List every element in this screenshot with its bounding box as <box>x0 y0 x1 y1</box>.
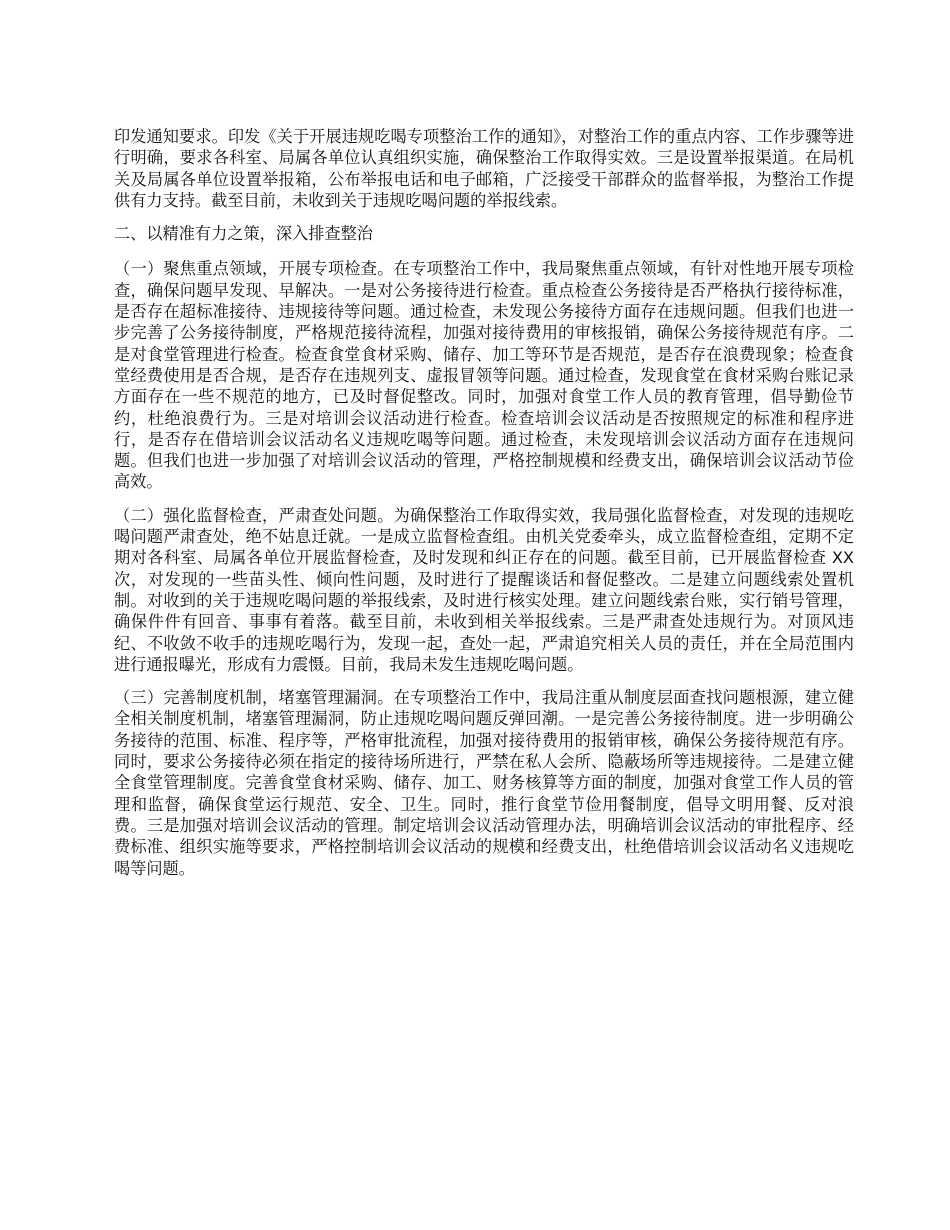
paragraph-supervision-inspection: （二）强化监督检查，严肃查处问题。为确保整治工作取得实效，我局强化监督检查，对发现的违规吃喝问题严肃查处，绝不姑息迁就。一是成立监督检查组。由机关党委牵头，成立监督检查组，定期不定期对各科室、局属各单位开展监督检查，及时发现和纠正存在的问题。截至目前，已开展监督检查 XX 次，对发现的一些苗头性、倾向性问题，及时进行了提醒谈话和督促整改。二是建立问题线索处置机制。对收到的关于违规吃喝问题的举报线索，及时进行核实处理。建立问题线索台账，实行销号管理，确保件件有回音、事事有着落。截至目前，未收到相关举报线索。三是严肃查处违规行为。对顶风违纪、不收敛不收手的违规吃喝行为，发现一起，查处一起，严肃追究相关人员的责任，并在全局范围内进行通报曝光，形成有力震慑。目前，我局未发生违规吃喝问题。 <box>114 505 854 674</box>
document-body <box>114 126 854 891</box>
paragraph-institutional-mechanism: （三）完善制度机制，堵塞管理漏洞。在专项整治工作中，我局注重从制度层面查找问题根源，建立健全相关制度机制，堵塞管理漏洞，防止违规吃喝问题反弹回潮。一是完善公务接待制度。进一步明确公务接待的范围、标准、程序等，严格审批流程，加强对接待费用的报销审核，确保公务接待规范有序。同时，要求公务接待必须在指定的接待场所进行，严禁在私人会所、隐蔽场所等违规接待。二是建立健全食堂管理制度。完善食堂食材采购、储存、加工、财务核算等方面的制度，加强对食堂工作人员的管理和监督，确保食堂运行规范、安全、卫生。同时，推行食堂节俭用餐制度，倡导文明用餐、反对浪费。三是加强对培训会议活动的管理。制定培训会议活动管理办法，明确培训会议活动的审批程序、经费标准、组织实施等要求，严格控制培训会议活动的规模和经费支出，杜绝借培训会议活动名义违规吃喝等问题。 <box>114 688 854 878</box>
section-heading: 二、以精准有力之策，深入排查整治 <box>114 224 373 244</box>
paragraph-notice-and-reporting: 印发通知要求。印发《关于开展违规吃喝专项整治工作的通知》，对整治工作的重点内容、工作步骤等进行明确，要求各科室、局属各单位认真组织实施，确保整治工作取得实效。三是设置举报渠道。在局机关及局属各单位设置举报箱，公布举报电话和电子邮箱，广泛接受干部群众的监督举报，为整治工作提供有力支持。截至目前，未收到关于违规吃喝问题的举报线索。 <box>114 127 854 210</box>
paragraph-special-inspection: （一）聚焦重点领域，开展专项检查。在专项整治工作中，我局聚焦重点领域，有针对性地开展专项检查，确保问题早发现、早解决。一是对公务接待进行检查。重点检查公务接待是否严格执行接待标准，是否存在超标准接待、违规接待等问题。通过检查，未发现公务接待方面存在违规问题。但我们也进一步完善了公务接待制度，严格规范接待流程，加强对接待费用的审核报销，确保公务接待规范有序。二是对食堂管理进行检查。检查食堂食材采购、储存、加工等环节是否规范，是否存在浪费现象；检查食堂经费使用是否合规，是否存在违规列支、虚报冒领等问题。通过检查，发现食堂在食材采购台账记录方面存在一些不规范的地方，已及时督促整改。同时，加强对食堂工作人员的教育管理，倡导勤俭节约，杜绝浪费行为。三是对培训会议活动进行检查。检查培训会议活动是否按照规定的标准和程序进行，是否存在借培训会议活动名义违规吃喝等问题。通过检查，未发现培训会议活动方面存在违规问题。但我们也进一步加强了对培训会议活动的管理，严格控制规模和经费支出，确保培训会议活动节俭高效。 <box>114 259 854 492</box>
